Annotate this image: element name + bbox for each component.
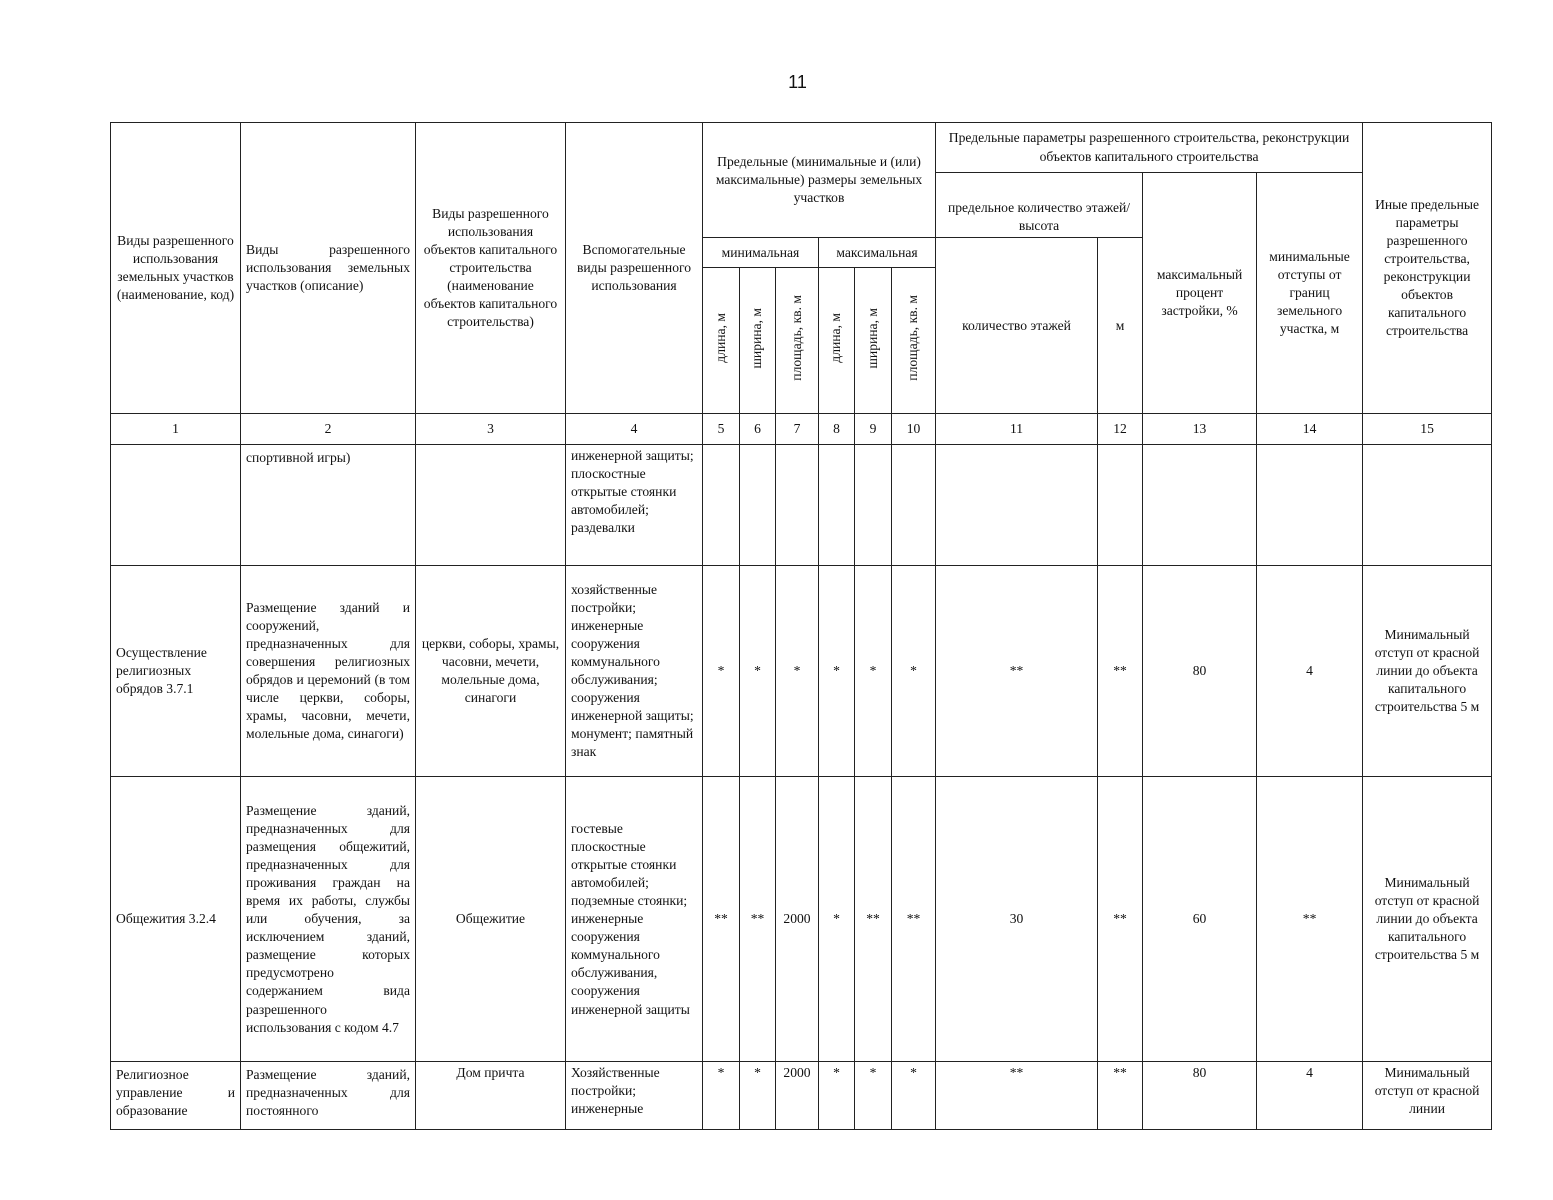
header-building-use: Виды разрешенного использования объектов капитального строительства (наименование объектов капитального строительства) (416, 123, 566, 414)
regulations-table (110, 122, 1492, 1130)
header-max-length: длина, м (819, 268, 855, 414)
column-numbers-row (111, 414, 1492, 445)
column-number: 1 (111, 414, 241, 445)
column-number: 3 (416, 414, 566, 445)
column-number: 7 (776, 414, 819, 445)
page-number: 11 (788, 72, 807, 92)
row-objects (416, 445, 566, 566)
column-number: 5 (703, 414, 740, 445)
row-auxiliary: инженерной защиты; плоскостные открытые стоянки автомобилей; раздевалки (566, 445, 703, 566)
header-minimum: минимальная (703, 238, 819, 268)
row-max-width (855, 445, 892, 566)
row-land-use-name: Религиозное управление и образование (111, 1062, 241, 1130)
row-max-area: ** (892, 777, 936, 1062)
row-objects: Общежитие (416, 777, 566, 1062)
row-min-area: 2000 (776, 777, 819, 1062)
row-min-length: * (703, 566, 740, 777)
header-other-params: Иные предельные параметры разрешенного строительства, реконструкции объектов капитального строительства (1363, 123, 1492, 414)
table-row (111, 777, 1492, 1062)
row-min-width: ** (740, 777, 776, 1062)
row-floors: 30 (936, 777, 1098, 1062)
row-setback: 4 (1257, 566, 1363, 777)
column-number: 15 (1363, 414, 1492, 445)
row-setback: 4 (1257, 1062, 1363, 1130)
row-auxiliary: гостевые плоскостные открытые стоянки автомобилей; подземные стоянки; инженерные сооружения коммунального обслуживания, сооружения инженерной защиты (566, 777, 703, 1062)
row-other: Минимальный отступ от красной линии до объекта капитального строительства 5 м (1363, 566, 1492, 777)
table-row (111, 566, 1492, 777)
row-height: ** (1098, 566, 1143, 777)
row-other (1363, 445, 1492, 566)
header-min-length: длина, м (703, 268, 740, 414)
header-construction-params: Предельные параметры разрешенного строительства, реконструкции объектов капитального строительства (936, 123, 1363, 173)
row-objects: Дом причта (416, 1062, 566, 1130)
row-max-area: * (892, 566, 936, 777)
header-max-width: ширина, м (855, 268, 892, 414)
row-max-width: * (855, 566, 892, 777)
header-land-use-name: Виды разрешенного использования земельных участков (наименование, код) (111, 123, 241, 414)
row-setback: ** (1257, 777, 1363, 1062)
row-min-width: * (740, 1062, 776, 1130)
column-number: 10 (892, 414, 936, 445)
row-height: ** (1098, 1062, 1143, 1130)
row-max-length: * (819, 566, 855, 777)
row-min-width (740, 445, 776, 566)
row-min-length: * (703, 1062, 740, 1130)
row-min-length (703, 445, 740, 566)
header-min-width: ширина, м (740, 268, 776, 414)
header-min-setback: минимальные отступы от границ земельного участка, м (1257, 173, 1363, 414)
row-max-length: * (819, 777, 855, 1062)
header-land-use-description: Виды разрешенного использования земельных участков (описание) (241, 123, 416, 414)
column-number: 11 (936, 414, 1098, 445)
table-row (111, 445, 1492, 566)
row-description: спортивной игры) (241, 445, 416, 566)
header-floors-count: количество этажей (936, 238, 1098, 414)
header-maximum: максимальная (819, 238, 936, 268)
header-max-percent: максимальный процент застройки, % (1143, 173, 1257, 414)
header-auxiliary-use: Вспомогательные виды разрешенного использования (566, 123, 703, 414)
row-max-length: * (819, 1062, 855, 1130)
row-auxiliary: хозяйственные постройки; инженерные сооружения коммунального обслуживания; сооружения инженерной защиты; монумент; памятный знак (566, 566, 703, 777)
row-auxiliary: Хозяйственные постройки; инженерные (566, 1062, 703, 1130)
row-max-area (892, 445, 936, 566)
row-min-length: ** (703, 777, 740, 1062)
column-number: 6 (740, 414, 776, 445)
header-min-area: площадь, кв. м (776, 268, 819, 414)
row-max-width: * (855, 1062, 892, 1130)
row-percent: 80 (1143, 1062, 1257, 1130)
row-land-use-name (111, 445, 241, 566)
row-min-area: * (776, 566, 819, 777)
row-percent: 80 (1143, 566, 1257, 777)
row-land-use-name: Осуществление религиозных обрядов 3.7.1 (111, 566, 241, 777)
header-row-1 (111, 123, 1492, 173)
row-other: Минимальный отступ от красной линии (1363, 1062, 1492, 1130)
column-number: 14 (1257, 414, 1363, 445)
header-meters: м (1098, 238, 1143, 414)
row-objects: церкви, соборы, храмы, часовни, мечети, молельные дома, синагоги (416, 566, 566, 777)
row-description: Размещение зданий, предназначенных для постоянного (241, 1062, 416, 1130)
column-number: 4 (566, 414, 703, 445)
row-description: Размещение зданий, предназначенных для размещения общежитий, предназначенных для проживания граждан на время их работы, службы или обучения, за исключением зданий, размещение которых предусмотрено содержанием вида разрешенного использования с кодом 4.7 (241, 777, 416, 1062)
column-number: 12 (1098, 414, 1143, 445)
row-description: Размещение зданий и сооружений, предназначенных для совершения религиозных обрядов и церемоний (в том числе церкви, соборы, храмы, часовни, мечети, молельные дома, синагоги) (241, 566, 416, 777)
row-percent: 60 (1143, 777, 1257, 1062)
header-plot-size-limits: Предельные (минимальные и (или) максимальные) размеры земельных участков (703, 123, 936, 238)
row-floors: ** (936, 1062, 1098, 1130)
header-max-area: площадь, кв. м (892, 268, 936, 414)
row-other: Минимальный отступ от красной линии до объекта капитального строительства 5 м (1363, 777, 1492, 1062)
header-floors-height: предельное количество этажей/высота (936, 173, 1143, 238)
row-land-use-name: Общежития 3.2.4 (111, 777, 241, 1062)
row-min-width: * (740, 566, 776, 777)
column-number: 13 (1143, 414, 1257, 445)
row-max-area: * (892, 1062, 936, 1130)
table-row (111, 1062, 1492, 1130)
row-min-area: 2000 (776, 1062, 819, 1130)
row-max-length (819, 445, 855, 566)
row-height: ** (1098, 777, 1143, 1062)
row-setback (1257, 445, 1363, 566)
row-max-width: ** (855, 777, 892, 1062)
row-height (1098, 445, 1143, 566)
row-min-area (776, 445, 819, 566)
row-floors: ** (936, 566, 1098, 777)
column-number: 9 (855, 414, 892, 445)
column-number: 2 (241, 414, 416, 445)
column-number: 8 (819, 414, 855, 445)
row-floors (936, 445, 1098, 566)
row-percent (1143, 445, 1257, 566)
